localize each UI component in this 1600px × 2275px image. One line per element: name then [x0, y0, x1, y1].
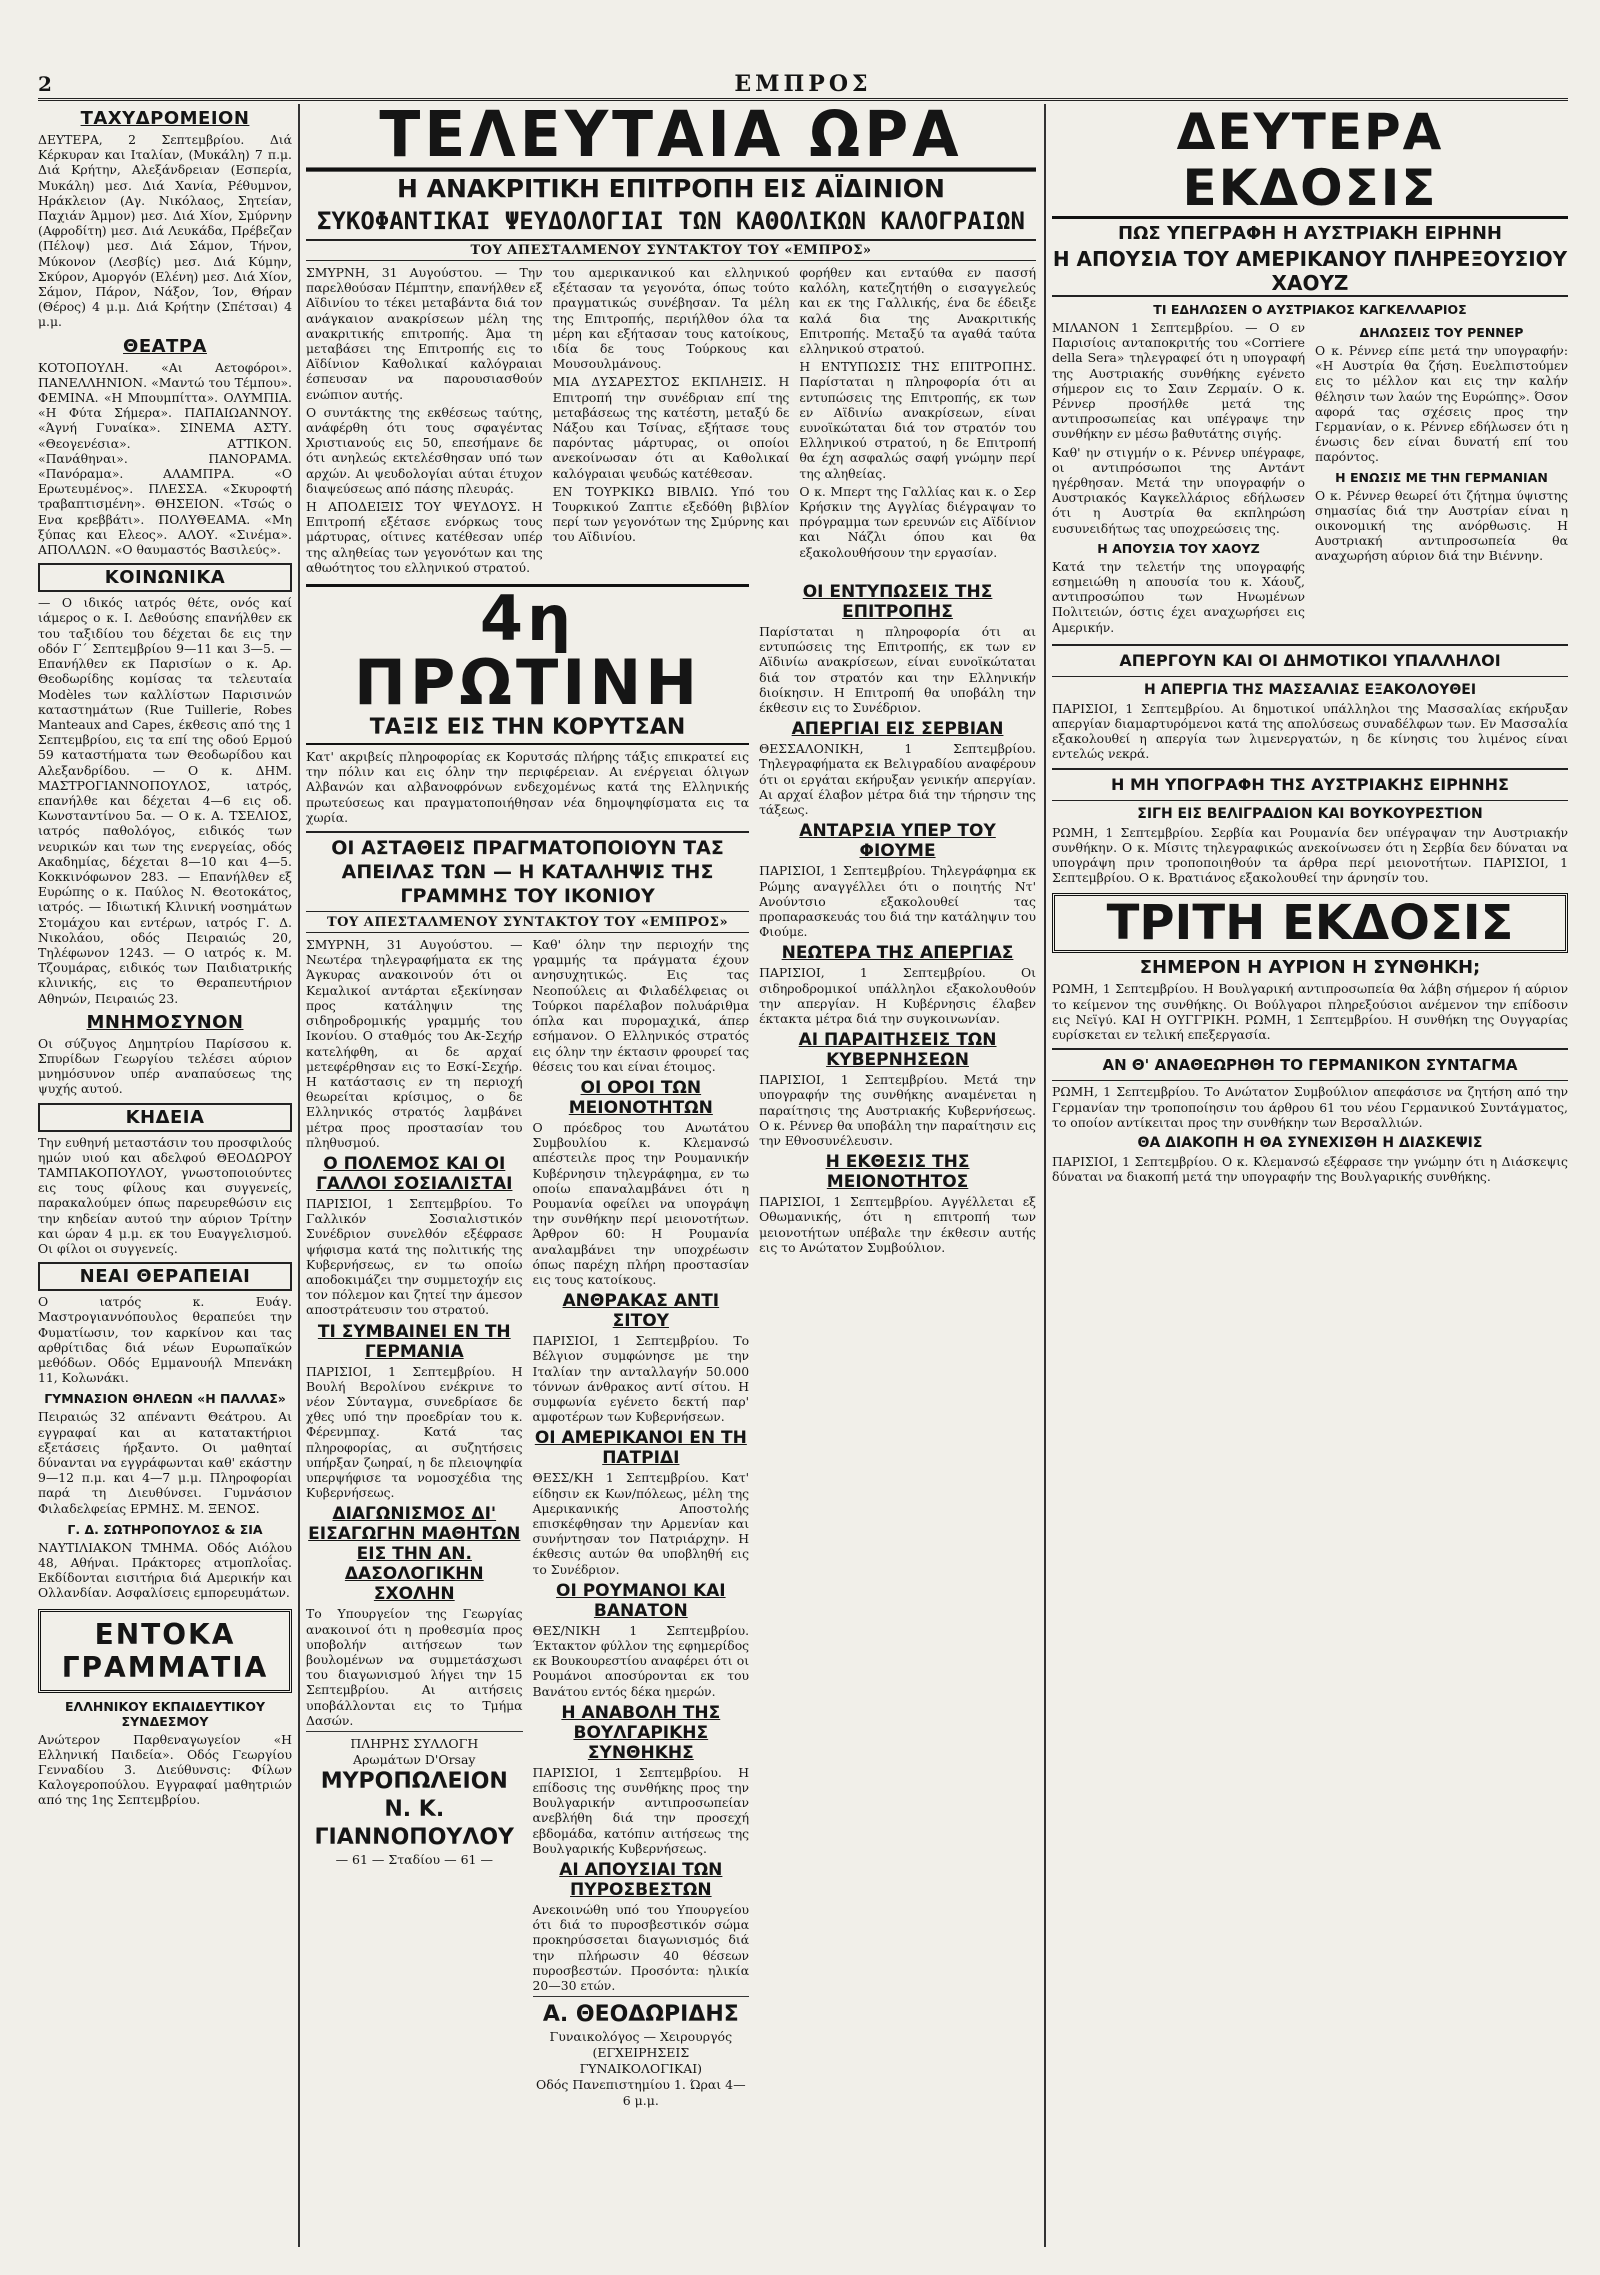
war-socialists-text: ΠΑΡΙΣΙΟΙ, 1 Σεπτεμβρίου. Το Γαλλικόν Σοσιαλιστικόν Συνέδριον συνελθόν εξέφρασε ψήφισμα κατά της πολιτικής της Κυβερνήσεως, εν τω οποίω αποδοκιμάζει την συμμετοχήν εις τον πόλεμον και ζητεί την άμεσον αποστράτευσιν του στρατού. — [306, 1195, 523, 1318]
byline: ΤΟΥ ΑΠΕΣΤΑΛΜΕΝΟΥ ΣΥΝΤΑΚΤΟΥ ΤΟΥ «ΕΜΠΡΟΣ» — [306, 243, 1036, 261]
treaty-today-text: ΡΩΜΗ, 1 Σεπτεμβρίου. Η Βουλγαρική αντιπροσωπεία θα λάβη σήμερον ή αύριον το κείμενον της συνθήκης. Οι Βούλγαροι πληρεξούσιοι ανέμενον την επίδοσιν εις Νεϊγύ. ΚΑΙ Η ΟΥΓΓΡΙΚΗ. ΡΩΜΗ, 1 Σεπτεμβρίου. Η συνθήκη της Ουγγαρίας ευρίσκεται εν τελική επεξεργασία. — [1052, 981, 1568, 1043]
municipal-strike-headline: ΑΠΕΡΓΟΥΝ ΚΑΙ ΟΙ ΔΗΜΟΤΙΚΟΙ ΥΠΑΛΛΗΛΟΙ — [1052, 644, 1568, 677]
perfume-ad-line: ΠΛΗΡΗΣ ΣΥΛΛΟΓΗ — [350, 1736, 479, 1751]
minority-report-text: ΠΑΡΙΣΙΟΙ, 1 Σεπτεμβρίου. Αγγέλλεται εξ Οθωμανικής, ότι η επιτροπή των μειονοτήτων υπέβαλε την έκθεσιν αυτής εις το Ανώτατον Συμβούλιον. — [759, 1194, 1036, 1255]
page-number: 2 — [38, 72, 52, 96]
union-text: Ο κ. Ρέννερ θεωρεί ότι ζήτημα ύψιστης σημασίας διά την Αυστρίαν είναι η οικονομική της ανόρθωσις. Η Αυστριακή αντιπροσωπεία θα αναχωρήση αύριον διά την Βιέννην. — [1315, 487, 1568, 564]
lottery-section — [38, 1609, 292, 1808]
nuns-headline: ΣΥΚΟΦΑΝΤΙΚΑΙ ΨΕΥΔΟΛΟΓΙΑΙ ΤΩΝ ΚΑΘΟΛΙΚΩΝ ΚΑΛΟΓΡΑΙΩΝ — [306, 206, 1036, 241]
romanians-text: ΘΕΣ/ΝΙΚΗ 1 Σεπτεμβρίου. Έκτακτον φύλλον της εφημερίδος εκ Βουκουρεστίου αναφέρει ότι οι Ρουμάνοι αποσύρονται εκ του Βανάτου εντός δέκα ημερών. — [532, 1622, 750, 1699]
perfume-ad-shop: ΜΥΡΟΠΩΛΕΙΟΝ Ν. Κ. ΓΙΑΝΝΟΠΟΥΛΟΥ — [314, 1769, 514, 1850]
americans-heading: ΟΙ ΑΜΕΡΙΚΑΝΟΙ ΕΝ ΤΗ ΠΑΤΡΙΔΙ — [534, 1428, 747, 1469]
renner-text: Ο κ. Ρέννερ είπε μετά την υπογραφήν: «Η Αυστρία θα ζήση. Ευελπιστούμεν εις το μέλλον και εις την καλήν θέλησιν των λαών της Ευρώπης». Όσον αφορά τας σχέσεις προς την Γερμανίαν, ο κ. Ρέννερ εδήλωσεν ότι η ένωσις δεν είναι δυνατή επί του παρόντος. — [1315, 343, 1568, 465]
korytsa-text: Κατ' ακριβείς πληροφορίας εκ Κορυτσάς πλήρης τάξις επικρατεί εις την πόλιν και εις όλην την περιφέρειαν. Αι ενέργειαι όλιγων Αλβανών και αλβανοφρόνων ενδεχομένως κατά της Ελληνικής πρωτεύσεως και πραγματοποιήθησαν νέα δημοψηφίσματα εις τα χωρία. — [306, 749, 750, 825]
theatre-section — [38, 336, 292, 558]
serbia-strike-text: ΘΕΣΣΑΛΟΝΙΚΗ, 1 Σεπτεμβρίου. Τηλεγραφήματα εκ Βελιγραδίου αναφέρουν ότι οι εργάται εκήρυξαν γενικήν απεργίαν. Αι αρχαί έλαβον μέτρα διά την τήρησιν της τάξεως. — [759, 741, 1036, 818]
war-socialists-heading: Ο ΠΟΛΕΜΟΣ ΚΑΙ ΟΙ ΓΑΛΛΟΙ ΣΟΣΙΑΛΙΣΤΑΙ — [316, 1153, 513, 1194]
non-signing-headline: Η ΜΗ ΥΠΟΓΡΑΦΗ ΤΗΣ ΑΥΣΤΡΙΑΚΗΣ ΕΙΡΗΝΗΣ — [1052, 768, 1568, 801]
doctor-ad-line: (ΕΓΧΕΙΡΗΣΕΙΣ ΓΥΝΑΙΚΟΛΟΓΙΚΑΙ) — [579, 2045, 703, 2077]
german-constitution-text: ΡΩΜΗ, 1 Σεπτεμβρίου. Το Ανώτατον Συμβούλιον απεφάσισε να ζητήση από την Γερμανίαν την τροποποίησιν του άρθρου 61 του νέου Γερμανικού Συντάγματος, το οποίον αντίκειται προς την συνθήκην των Βερσαλλιών. — [1052, 1084, 1568, 1130]
social-heading: ΚΟΙΝΩΝΙΚΑ — [38, 563, 292, 592]
bulgarian-heading: Η ΑΝΑΒΟΛΗ ΤΗΣ ΒΟΥΛΓΑΡΙΚΗΣ ΣΥΝΘΗΚΗΣ — [561, 1702, 721, 1763]
iconium-headline: ΟΙ ΑΣΤΑΘΕΙΣ ΠΡΑΓΜΑΤΟΠΟΙΟΥΝ ΤΑΣ ΑΠΕΙΛΑΣ ΤΩΝ — Η ΚΑΤΑΛΗΨΙΣ ΤΗΣ ΓΡΑΜΜΗΣ ΤΟΥ ΙΚΟΝΙΟΥ — [306, 831, 749, 912]
treaty-today-headline: ΣΗΜΕΡΟΝ Η ΑΥΡΙΟΝ Η ΣΥΝΘΗΚΗ; — [1139, 957, 1481, 979]
chancellor-headline: ΤΙ ΕΔΗΛΩΣΕΝ Ο ΑΥΣΤΡΙΑΚΟΣ ΚΑΓΚΕΛΛΑΡΙΟΣ — [1153, 302, 1467, 317]
commission-story — [306, 265, 1036, 578]
lottery-text: Ανώτερον Παρθεναγωγείον «Η Ελληνική Παιδεία». Οδός Γεωργίου Γενναδίου 3. Διεύθυνσις: Φίλων Καλογεροπούλου. Εγγραφαί μαθητριών από της 1ης Σεπτεμβρίου. — [38, 1731, 292, 1808]
union-heading: Η ΕΝΩΣΙΣ ΜΕ ΤΗΝ ΓΕΡΜΑΝΙΑΝ — [1335, 469, 1548, 485]
germany-text: ΠΑΡΙΣΙΟΙ, 1 Σεπτεμβρίου. Η Βουλή Βερολίνου ενέκρινε το νέον Σύνταγμα, συνεδρίασε δε χθες υπό την προεδρίαν του κ. Φέρενμπαχ. Κατά τας πληροφορίας, αι συζητήσεις υπήρξαν ζωηραί, η δε πλειοψηφία υπερψήφισε τα νομοσχέδια της Κυβερνήσεως. — [306, 1363, 523, 1501]
social-section — [38, 563, 292, 1005]
third-edition-title: ΤΡΙΤΗ ΕΚΔΟΣΙΣ — [1052, 893, 1568, 953]
memorial-text: Οι σύζυγος Δημητρίου Παρίσσου κ. Σπυρίδων Γεωργίου τελέσει αύριον μνημόσυνον υπέρ αναπαύσεως της ψυχής αυτού. — [38, 1035, 292, 1097]
coal-heading: ΑΝΘΡΑΚΑΣ ΑΝΤΙ ΣΙΤΟΥ — [562, 1291, 720, 1332]
therapies-text: Ο ιατρός κ. Ευάγ. Μαστρογιαννόπουλος θεραπεύει την Φυματίωσιν, τον καρκίνον και τας αρθρίτιδας διά νέων Ευρωπαϊκών μεθόδων. Οδός Εμμανουήλ Μπενάκη 11, Κολωνάκι. — [38, 1294, 292, 1386]
lottery-subtitle: ΕΛΛΗΝΙΚΟΥ ΕΚΠΑΙΔΕΥΤΙΚΟΥ ΣΥΝΔΕΣΜΟΥ — [65, 1698, 265, 1729]
memorial-heading: ΜΝΗΜΟΣΥΝΟΝ — [86, 1011, 244, 1033]
firm-heading: Γ. Δ. ΣΩΤΗΡΟΠΟΥΛΟΣ & ΣΙΑ — [67, 1521, 263, 1537]
story-paragraph: Η ΑΠΟΔΕΙΞΙΣ ΤΟΥ ΨΕΥΔΟΥΣ. Η Επιτροπή εξέτασε ενόρκως τους μάρτυρας, οίτινες κατέθεσαν υπέρ της αληθείας των γεγονότων και της αθωότητος του ελληνικού στρατού. — [306, 499, 543, 575]
strike-news-text: ΠΑΡΙΣΙΟΙ, 1 Σεπτεμβρίου. Οι σιδηροδρομικοί υπάλληλοι εξακολουθούν την απεργίαν. Η Κυβέρνησις έλαβεν έκτακτα μέτρα διά την συγκοινωνίαν. — [759, 965, 1036, 1026]
doctor-ad-line: Γυναικολόγος — Χειρουργός — [549, 2029, 733, 2045]
greek-army-text: Καθ' όλην την περιοχήν της γραμμής τα πράγματα έχουν ανησυχητικώς. Εις τας Νεοπούλεις αι Φιλαδέλφειας οι Τούρκοι παρέλαβον πολυάριθμα όπλα και πυρομαχικά, άπερ εσήμανον. Ο Ελληνικός στρατός εις όλην την έκτασιν φρουρεί τας θέσεις του και είναι έτοιμος. — [532, 937, 750, 1074]
marseille-text: ΠΑΡΙΣΙΟΙ, 1 Σεπτεμβρίου. Αι δημοτικοί υπάλληλοι της Μασσαλίας εκήρυξαν απεργίαν διαμαρτυρόμενοι κατά της απολύσεως συναδέλφων των. Εν Μασσαλία εξακολουθεί η απεργία των λιμενεργατών, η δε κίνησις του λιμένος είναι εντελώς νεκρά. — [1052, 700, 1568, 762]
funeral-heading: ΚΗΔΕΙΑ — [38, 1103, 292, 1132]
romanians-heading: ΟΙ ΡΟΥΜΑΝΟΙ ΚΑΙ ΒΑΝΑΤΟΝ — [556, 1580, 726, 1621]
forestry-heading: ΔΙΑΓΩΝΙΣΜΟΣ ΔΙ' ΕΙΣΑΓΩΓΗΝ ΜΑΘΗΤΩΝ ΕΙΣ ΤΗΝ ΑΝ. ΔΑΣΟΛΟΓΙΚΗΝ ΣΧΟΛΗΝ — [308, 1504, 521, 1605]
doctor-ad — [533, 1996, 750, 2109]
lottery-title: ΕΝΤΟΚΑ ΓΡΑΜΜΑΤΙΑ — [38, 1609, 292, 1693]
resignations-heading: ΑΙ ΠΑΡΑΙΤΗΣΕΙΣ ΤΩΝ ΚΥΒΕΡΝΗΣΕΩΝ — [798, 1030, 997, 1071]
perfume-ad-address: — 61 — Σταδίου — 61 — — [335, 1852, 493, 1867]
mail-section — [38, 108, 292, 330]
second-edition-title: ΔΕΥΤΕΡΑ ΕΚΔΟΣΙΣ — [1052, 104, 1568, 219]
impressions-text: Παρίσταται η πληροφορία ότι αι εντυπώσεις της Επιτροπής, εκ των εν Αϊδινίω ανακρίσεων, είναι ευνοϊκώταται διά τον στρατόν και την Ελληνικήν διοίκησιν. Η Επιτροπή θα υποβάλη την έκθεσιν εις το Συνέδριον. — [759, 624, 1036, 716]
school-text: Πειραιώς 32 απέναντι Θεάτρου. Αι εγγραφαί και αι κατατακτήριοι εξετάσεις ήρξαντο. Οι μαθηταί δύνανται να εγγράφωνται καθ' εκάστην 9—12 π.μ. και 4—7 μ.μ. Πληροφορίαι παρά τη Διευθύνσει. Γυμνάσιον Φιλαδελφείας ΕΡΜΗΣ. Μ. ΞΕΝΟΣ. — [38, 1409, 292, 1516]
story-paragraph: Ο κ. Μπερτ της Γαλλίας και κ. ο Σερ Κρήσκιν της Αγγλίας διέγραψαν το πρόγραμμα των ερευνών εις Αϊδίνιον και Νάζλι όπου και θα εξακολουθήσουν την εργασίαν. — [799, 483, 1036, 560]
social-text: — Ο ιδικός ιατρός θέτε, ονός καί ιάμερος ο κ. Ι. Δεθούσης επανήλθεν εκ του ταξιδίου του δέχεται δε εις την οδόν Γ΄ Σεπτεμβρίου 9—11 και 3—5. — Επανήλθεν εκ Παρισίων ο κ. Αρ. Θεοδωρίδης κομίσας τα τελευταία Modèles των καλλίστων Παρισινών καταστημάτων (Rue Tuillerie, Robes Manteaux and Capes, έκθεσις από της 1 Σεπτεμβρίου, εις τα επί της οδού Ερμού 59 καταστήματα των Θεοδωρίδου και Αλεξανδρίδου. — Ο κ. ΔΗΜ. ΜΑΣΤΡΟΓΙΑΝΝΟΠΟΥΛΟΣ, ιατρός, επανήλθε και δέχεται 4—6 εις οδ. Κωνσταντίνου 5α. — Ο κ. Α. ΤΣΕΛΙΟΣ, ιατρός παθολόγος, ειδικός των νευρικών και των της ενεργείας, οδός Ακαδημίας, δέχεται 8—10 και 4—5. Κοκκινόφωνον 283. — Επανήλθεν εξ Ευρώπης ο κ. Παύλος Ν. Θεοτοκάτος, ιατρός. — Ιδιωτική Κλινική νοσημάτων Στομάχου και εντέρων, ιατρός Γ. Δ. Νικολάου, οδός Πειραιώς 20, Τηλέφωνον 1243. — Ο ιατρός κ. Μ. Τζουμάρας, ειδικός των Παιδιατρικής κλινικής, εις το Θεραπευτήριον Αθηνών, Πειραιώς 23. — [38, 595, 292, 1006]
impressions-heading: ΟΙ ΕΝΤΥΠΩΣΕΙΣ ΤΗΣ ΕΠΙΤΡΟΠΗΣ — [802, 582, 993, 623]
house-absence-text: Κατά την τελετήν της υπογραφής εσημειώθη η απουσία του κ. Χάουζ, αντιπροσώπου των Ηνωμένων Πολιτειών, όστις έχει αναχωρήσει εις Αμερικήν. — [1052, 558, 1305, 635]
commission-headline: Η ΑΝΑΚΡΙΤΙΚΗ ΕΠΙΤΡΟΠΗ ΕΙΣ ΑΪΔΙΝΙΟΝ — [397, 174, 945, 203]
story-paragraph: ΣΜΥΡΝΗ, 31 Αυγούστου. — Την παρελθούσαν Πέμπτην, επανήλθεν εξ Αϊδινίου το τέκει μεταβάντα διά τον ανάγκαιον ανακρίσεων μέλη της ανακριτικής επιτροπής. Άμα τη μεταβάσει της Επιτροπής εις το Αϊδίνιον Καθολικαί καλόγραιαι έσπευσαν να παρουσιασθούν ενώπιον αυτής. — [306, 265, 543, 402]
theatre-heading: ΘΕΑΤΡΑ — [123, 335, 207, 357]
last-hour-title: ΤΕΛΕΥΤΑΙΑ ΩΡΑ — [306, 104, 1036, 172]
story-paragraph: φορήθεν και ενταύθα εν πασσή καλόλη, κατεζητήθη ο εισαγγελεύς και εκ της Γαλλικής, ένα δε έδειξε καλά δια της Ανακριτικής Επιτροπής. Μεταξύ τα αγαθά ταύτα ελληνικού στρατού. — [799, 265, 1036, 357]
minorities-heading: ΟΙ ΟΡΟΙ ΤΩΝ ΜΕΙΟΝΟΤΗΤΩΝ — [568, 1077, 713, 1118]
treaty-text: Καθ' ην στιγμήν ο κ. Ρέννερ υπέγραφε, οι αντιπρόσωποι της Αντάντ ηγέρθησαν. Μετά την υπογραφήν ο Αυστριακός Καγκελλάριος εδήλωσεν ότι η Αυστρία θα εκπληρώση ευσυνειδήτως τας υποχρεώσεις της. — [1052, 444, 1305, 536]
funeral-section — [38, 1103, 292, 1257]
perfume-ad — [306, 1731, 523, 1868]
column-rule — [1044, 104, 1046, 2247]
funeral-text: Την ευθηνή μεταστάσιν του προσφιλούς ημών υιού και αδελφού ΘΕΟΔΩΡΟΥ ΤΑΜΠΑΚΟΠΟΥΛΟΥ, γνωστοποιούντες εις τους φίλους και συγγενείς, παρακαλούμεν όπως παρευρεθώσιν εις την κηδείαν αυτού την αύριον Τρίτην και ώραν 4 μ.μ. εκ του Ευαγγελισμού. Οι φίλοι οι συγγενείς. — [38, 1134, 292, 1256]
mail-text: ΔΕΥΤΕΡΑ, 2 Σεπτεμβρίου. Διά Κέρκυραν και Ιταλίαν, (Μυκάλη) 7 π.μ. Διά Κρήτην, Αλεξάνδρειαν (Εσπερία, Μυκάλη) μεσ. Διά Χανία, Ρέθυμνον, Ηράκλειον (Αγ. Νικόλαος, Σητείαν, Παχιάν Άμμον) μεσ. Διά Χίον, Σμύρνην (Αφροδίτη) μεσ. Διά Λευκάδα, Πρέβεζαν (Πέλοψ) μεσ. Διά Σάμον, Τήνον, Μύκονον (Λεσβίς) μεσ. Διά Κύμην, Σκύρον, Αμοργόν (Ελένη) μεσ. Διά Χίον, Σάμον, Πάρον, Νάξον, Ίον, Θήραν (Θέρος) 4 μ.μ. Διά Κρήτην (Σπέτσαι) 4 μ.μ. — [38, 132, 292, 330]
right-column — [1052, 104, 1568, 2247]
conference-headline: ΘΑ ΔΙΑΚΟΠΗ Η ΘΑ ΣΥΝΕΧΙΣΘΗ Η ΔΙΑΣΚΕΨΙΣ — [1137, 1134, 1483, 1151]
americans-text: ΘΕΣΣ/ΚΗ 1 Σεπτεμβρίου. Κατ' είδησιν εκ Κων/πόλεως, μέλη της Αμερικανικής Αποστολής επισκέφθησαν την Αρμενίαν και συνήντησαν τον Πατριάρχην. Η έκθεσις αυτών θα υποβληθή εις το Συνέδριον. — [532, 1470, 750, 1577]
memorial-section — [38, 1012, 292, 1097]
resignations-text: ΠΑΡΙΣΙΟΙ, 1 Σεπτεμβρίου. Μετά την υπογραφήν της συνθήκης αναμένεται η παραίτησις της Αυστριακής Κυβερνήσεως. Ο κ. Ρέννερ θα υποβάλη την παραίτησιν εις την Εθνοσυνέλευσιν. — [759, 1072, 1036, 1148]
belgrade-text: ΡΩΜΗ, 1 Σεπτεμβρίου. Σερβία και Ρουμανία δεν υπέγραψαν την Αυστριακήν συνθήκην. Ο κ. Μίσιτς τηλεγραφικώς ανεκοίνωσεν ότι η Σερβία δεν δύναται να υπογράψη πριν τροποποιηθούν τα άρθρα περί μειονοτήτων. ΠΑΡΙΣΙΟΙ, 1 Σεπτεμβρίου. Ο κ. Βρατιάνος εξακολουθεί την άρνησίν του. — [1052, 824, 1568, 886]
german-constitution-headline: ΑΝ Θ' ΑΝΑΘΕΩΡΗΘΗ ΤΟ ΓΕΡΜΑΝΙΚΟΝ ΣΥΝΤΑΓΜΑ — [1052, 1048, 1568, 1081]
fiume-text: ΠΑΡΙΣΙΟΙ, 1 Σεπτεμβρίου. Τηλεγράφημα εκ Ρώμης αναγγέλλει ότι ο ποιητής Ντ' Ανούντσιο εξακολουθεί τας προπαρασκευάς του διά την κατάληψιν του Φιούμε. — [759, 863, 1036, 940]
perfume-ad-line: Αρωμάτων D'Orsay — [353, 1752, 476, 1767]
firm-text: ΝΑΥΤΙΛΙΑΚΟΝ ΤΜΗΜΑ. Οδός Αιόλου 48, Αθήναι. Πράκτορες ατμοπλοΐας. Εκδίδονται εισιτήρια διά Αμερικήν και Ολλανδίαν. Ασφαλίσεις εμπορευμάτων. — [38, 1539, 292, 1601]
iconium-byline: ΤΟΥ ΑΠΕΣΤΑΛΜΕΝΟΥ ΣΥΝΤΑΚΤΟΥ ΤΟΥ «ΕΜΠΡΟΣ» — [306, 915, 749, 933]
story-paragraph: ΜΙΑ ΔΥΣΑΡΕΣΤΟΣ ΕΚΠΛΗΞΙΣ. Η Επιτροπή την συνέδριαν επί της μεταβάσεως της κατέστη, μεταξύ δε Νάξου και Τσίνας, εξήτασε τους παρόντας μάρτυρας, οι οποίοι ανεκοίνωσαν ότι αι Καθολικαί καλόγραιαι ψευδώς κατέθεσαν. — [552, 374, 790, 481]
center-columns — [306, 104, 1036, 2247]
therapies-heading: ΝΕΑΙ ΘΕΡΑΠΕΙΑΙ — [38, 1262, 292, 1291]
left-column — [38, 104, 292, 2247]
strike-news-heading: ΝΕΩΤΕΡΑ ΤΗΣ ΑΠΕΡΓΙΑΣ — [781, 943, 1014, 964]
treaty-headline: ΠΩΣ ΥΠΕΓΡΑΦΗ Η ΑΥΣΤΡΙΑΚΗ ΕΙΡΗΝΗ — [1118, 223, 1502, 244]
theatre-text: ΚΟΤΟΠΟΥΛΗ. «Αι Αετοφόροι». ΠΑΝΕΛΛΗΝΙΟΝ. «Μαντώ του Τέμπου». ΦΕΜΙΝΑ. «Η Μπουμπίττα». ΟΛΥΜΠΙΑ. «Η Φύτα Σήμερα». ΠΑΠΑΙΩΑΝΝΟΥ. «Άγνή Γυναίκα». ΣΙΝΕΜΑ ΑΣΤΥ. «Θεογενέσια». ΑΤΤΙΚΟΝ. «Πανάθηναι». ΠΑΝΟΡΑΜΑ. «Πανόραμα». ΑΛΑΜΠΡΑ. «Ο Ερωτευμένος». ΠΛΕΣΣΑ. «Σκυροφτή τραβαπτισμένη». ΘΗΣΕΙΟΝ. «Τσώς ο Ενα κρεββάτι». ΠΟΛΥΘΕΑΜΑ. «Μη ξύπας και Ελεος». ΑΛΟΥ. «Σινέμα». ΑΠΟΛΛΩΝ. «Ο θαυμαστός Βασιλεύς». — [38, 359, 292, 558]
school-heading: ΓΥΜΝΑΣΙΟΝ ΘΗΛΕΩΝ «Η ΠΑΛΛΑΣ» — [44, 1391, 286, 1407]
paper-name: ΕΜΠΡΟΣ — [734, 71, 872, 97]
story-paragraph: του αμερικανικού και ελληνικού εξέτασαν τα γεγονότα, όπως τούτο πραγματικώς συνέβησαν. Τα μέλη της Επιτροπής, περιήλθον όλα τα μέρη και εξήτασαν τους κατοίκους, ιδία δε τους Τούρκους και Μουσουλμάνους. — [552, 265, 790, 372]
treaty-text: ΜΙΛΑΝΟΝ 1 Σεπτεμβρίου. — Ο εν Παρισίοις ανταποκριτής του «Corriere della Sera» τηλεγραφεί ότι η υπογραφή της Αυστριακής συνθήκης εγένετο σήμερον εις το Σαιν Ζερμαίν. Ο κ. Ρέννερ προσήλθε μετά της αντιπροσωπείας και υπέγραψε την συνθήκην εν μέσω βαθυτάτης σιγής. — [1052, 320, 1305, 442]
house-absence-heading: Η ΑΠΟΥΣΙΑ ΤΟΥ ΧΑΟΥΖ — [1097, 540, 1260, 556]
minority-report-heading: Η ΕΚΘΕΣΙΣ ΤΗΣ ΜΕΙΟΝΟΤΗΤΟΣ — [825, 1152, 970, 1193]
firm-section — [38, 1522, 292, 1601]
korytsa-headline: ΤΑΞΙΣ ΕΙΣ ΤΗΝ ΚΟΡΥΤΣΑΝ — [306, 715, 749, 745]
belgrade-headline: ΣΙΓΗ ΕΙΣ ΒΕΛΙΓΡΑΔΙΟΝ ΚΑΙ ΒΟΥΚΟΥΡΕΣΤΙΟΝ — [1137, 805, 1483, 822]
serbia-strike-heading: ΑΠΕΡΓΙΑΙ ΕΙΣ ΣΕΡΒΙΑΝ — [791, 719, 1004, 740]
lower-center — [306, 578, 1036, 2109]
conference-text: ΠΑΡΙΣΙΟΙ, 1 Σεπτεμβρίου. Ο κ. Κλεμανσώ εξέφρασε την γνώμην ότι η Διάσκεψις δύναται να διακοπή μετά την υπογραφήν της Βουλγαρικής συνθήκης. — [1052, 1153, 1568, 1185]
school-section — [38, 1391, 292, 1515]
fiume-heading: ΑΝΤΑΡΣΙΑ ΥΠΕΡ ΤΟΥ ΦΙΟΥΜΕ — [799, 821, 996, 862]
mail-heading: ΤΑΧΥΔΡΟΜΕΙΟΝ — [80, 108, 250, 129]
firemen-text: Ανεκοινώθη υπό του Υπουργείου ότι διά το πυροσβεστικόν σώμα προκηρύσσεται διαγωνισμός διά την πλήρωσιν 40 θέσεων πυροσβεστών. Προσόντα: ηλικία 20—30 ετών. — [532, 1902, 750, 1994]
iconium-text: ΣΜΥΡΝΗ, 31 Αυγούστου. — Νεωτέρα τηλεγραφήματα εκ της Άγκυρας ανακοινούν ότι οι Κεμαλικοί αντάρται εξεκίνησαν προς κατάληψιν της σιδηροδρομικής γραμμής του Ικονίου. Ο σταθμός του Ακ-Σεχήρ κατελήφθη, αι δε αρχαί μετεφέρθησαν εις το Εσκί-Σεχήρ. Η κατάστασις εν τη περιοχή θεωρείται κρίσιμος, ο δε Ελληνικός στρατός λαμβάνει μέτρα προς προστασίαν του πληθυσμού. — [306, 937, 523, 1150]
doctor-ad-name: Α. ΘΕΟΔΩΡΙΔΗΣ — [542, 2002, 739, 2028]
fourth-morning-title: 4η ΠΡΩΤΙΝΗ — [306, 584, 749, 715]
masthead — [38, 70, 1568, 101]
story-paragraph: ΕΝ ΤΟΥΡΚΙΚΩ ΒΙΒΛΙΩ. Υπό του Τουρκικού Ζαπτιε εξεδόθη βιβλίον περί των γεγονότων της Σμύρνης και του Αϊδινίου. — [552, 483, 790, 545]
doctor-ad-line: Οδός Πανεπιστημίου 1. Ώραι 4—6 μ.μ. — [536, 2077, 746, 2109]
coal-text: ΠΑΡΙΣΙΟΙ, 1 Σεπτεμβρίου. Το Βέλγιον συμφώνησε με την Ιταλίαν την ανταλλαγήν 50.000 τόννων άνθρακος αντί σίτου. Η συμφωνία εγένετο δεκτή παρ' αμφοτέρων των Κυβερνήσεων. — [532, 1333, 750, 1425]
therapies-section — [38, 1262, 292, 1385]
story-paragraph: Η ΕΝΤΥΠΩΣΙΣ ΤΗΣ ΕΠΙΤΡΟΠΗΣ. Παρίσταται η πληροφορία ότι αι εντυπώσεις της Επιτροπής, εκ των εν Αϊδινίω ανακρίσεων, είναι ευνοϊκώταται διά τον στρατόν του Ελληνικού στρατού, η δε Επιτροπή θα έχη ασφαλώς σαφή γνώμην περί της αληθείας. — [799, 359, 1036, 481]
firemen-heading: ΑΙ ΑΠΟΥΣΙΑΙ ΤΩΝ ΠΥΡΟΣΒΕΣΤΩΝ — [559, 1860, 723, 1901]
forestry-text: Το Υπουργείον της Γεωργίας ανακοινοί ότι η προθεσμία προς υποβολήν αιτήσεων των βουλομένων να συμμετάσχωσι του διαγωνισμού λήγει την 15 Σεπτεμβρίου. Αι αιτήσεις υποβάλλονται εις το Τμήμα Δασών. — [306, 1606, 523, 1728]
story-paragraph: Ο συντάκτης της εκθέσεως ταύτης, ανάφέρθη ότι τους σφαγέντας Χριστιανούς εις 50, επεσήμανε δε ότι ανηλεώς εκτελέσθησαν υπό των αρχών. Αι ψευδολογίαι αύται έτυχον διαψεύσεως από πάσης πλευράς. — [306, 404, 543, 496]
germany-heading: ΤΙ ΣΥΜΒΑΙΝΕΙ ΕΝ ΤΗ ΓΕΡΜΑΝΙΑ — [317, 1321, 511, 1362]
minorities-text: Ο πρόεδρος του Ανωτάτου Συμβουλίου κ. Κλεμανσώ απέστειλε προς την Ρουμανικήν Κυβέρνησιν τηλεγράφημα, εν τω οποίω επαναλαμβάνει ότι η Ρουμανία οφείλει να υπογράψη την συνθήκην περί μειονοτήτων. Άρθρον 60: Η Ρουμανία αναλαμβάνει την υποχρέωσιν όπως παρέχη πλήρη προστασίαν εις τους κατοίκους. — [532, 1119, 750, 1287]
marseille-headline: Η ΑΠΕΡΓΙΑ ΤΗΣ ΜΑΣΣΑΛΙΑΣ ΕΞΑΚΟΛΟΥΘΕΙ — [1143, 681, 1477, 698]
renner-heading: ΔΗΛΩΣΕΙΣ ΤΟΥ ΡΕΝΝΕΡ — [1359, 325, 1524, 340]
house-headline: Η ΑΠΟΥΣΙΑ ΤΟΥ ΑΜΕΡΙΚΑΝΟΥ ΠΛΗΡΕΞΟΥΣΙΟΥ ΧΑΟΥΖ — [1052, 247, 1568, 295]
column-rule — [298, 104, 300, 2247]
bulgarian-text: ΠΑΡΙΣΙΟΙ, 1 Σεπτεμβρίου. Η επίδοσις της συνθήκης προς την Βουλγαρικήν αντιπροσωπείαν ανεβλήθη διά την προσεχή εβδομάδα, κατόπιν αιτήσεως της Βουλγαρικής Κυβερνήσεως. — [532, 1764, 750, 1856]
